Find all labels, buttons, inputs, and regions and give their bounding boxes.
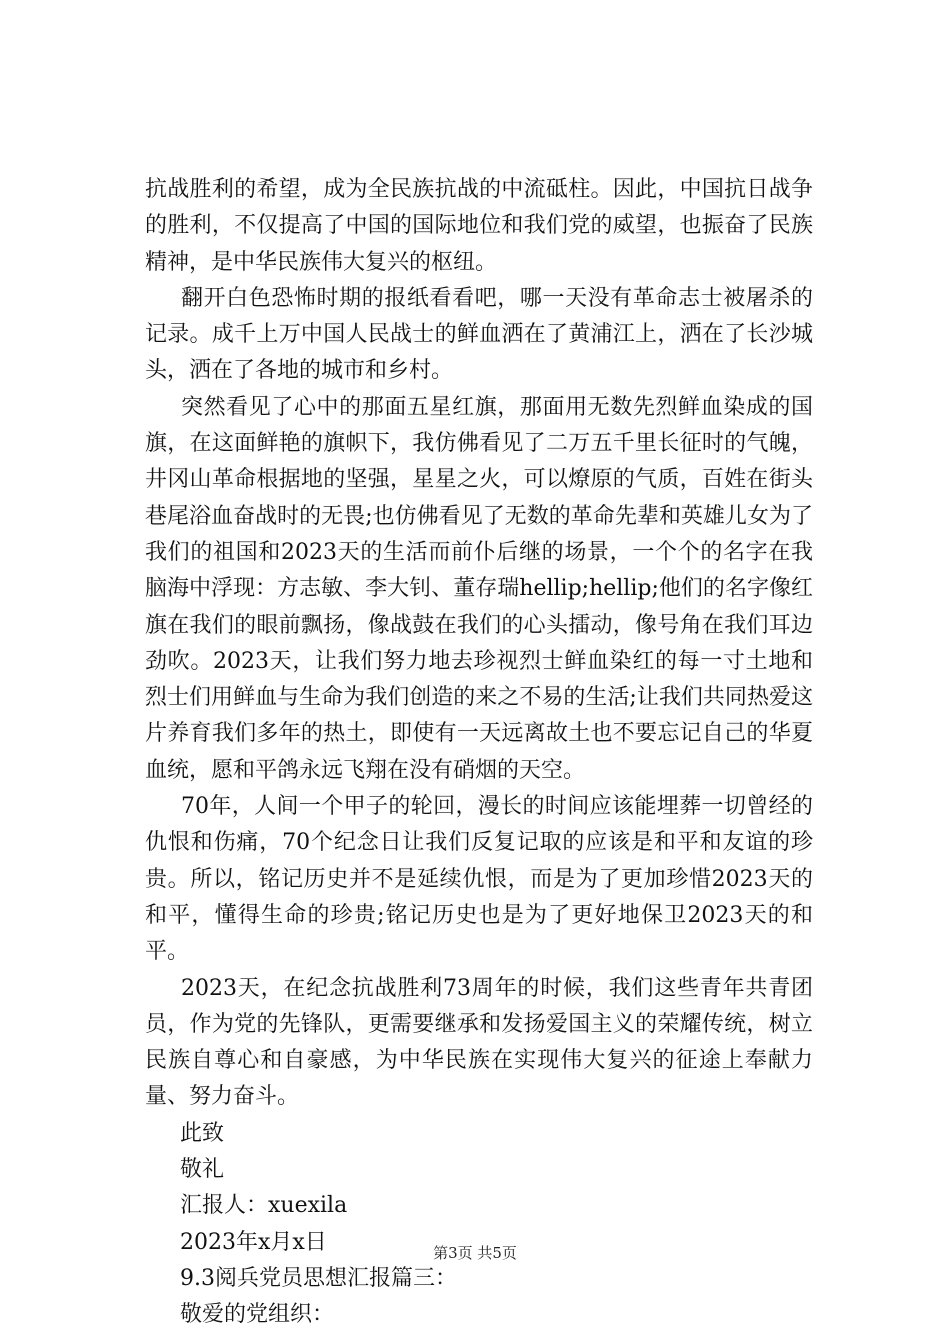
next-section-salutation: 敬爱的党组织： (180, 1302, 335, 1328)
closing-line: 此致 (180, 1120, 225, 1146)
document-body (145, 172, 813, 1334)
reporter-line: 汇报人：xuexila (180, 1193, 348, 1219)
paragraph-commemoration: 2023天，在纪念抗战胜利73周年的时候，我们这些青年共青团员，作为党的先锋队，更需要继承和发扬爱国主义的荣耀传统，树立民族自尊心和自豪感，为中华民族在实现伟大复兴的征途上奉献力量、努力奋斗。 (145, 975, 813, 1110)
paragraph-newspapers: 翻开白色恐怖时期的报纸看看吧，哪一天没有革命志士被屠杀的记录。成千上万中国人民战士的鲜血洒在了黄浦江上，洒在了长沙城头，洒在了各地的城市和乡村。 (145, 285, 813, 384)
next-section-title: 9.3阅兵党员思想汇报篇三： (180, 1265, 457, 1291)
paragraph-continuation: 抗战胜利的希望，成为全民族抗战的中流砥柱。因此，中国抗日战争的胜利，不仅提高了中国的国际地位和我们党的威望，也振奋了民族精神，是中华民族伟大复兴的枢纽。 (145, 177, 813, 275)
page-number-footer: 第3页 共5页 (433, 1244, 517, 1262)
paragraph-seventy-years: 70年，人间一个甲子的轮回，漫长的时间应该能埋葬一切曾经的仇恨和伤痛，70个纪念日让我们反复记取的应该是和平和友谊的珍贵。所以，铭记历史并不是延续仇恨，而是为了更加珍惜2023天的和平，懂得生命的珍贵;铭记历史也是为了更好地保卫2023天的和平。 (145, 794, 813, 965)
salute-line: 敬礼 (180, 1157, 225, 1183)
paragraph-red-flag: 突然看见了心中的那面五星红旗，那面用无数先烈鲜血染成的国旗，在这面鲜艳的旗帜下，我仿佛看见了二万五千里长征时的气魄，井冈山革命根据地的坚强，星星之火，可以燎原的气质，百姓在街头巷尾浴血奋战时的无畏;也仿佛看见了无数的革命先辈和英雄儿女为了我们的祖国和2023天的生活而前仆后继的场景，一个个的名字在我脑海中浮现：方志敏、李大钊、董存瑞hellip;hellip;他们的名字像红旗在我们的眼前飘扬，像战鼓在我们的心头擂动，像号角在我们耳边劲吹。2023天，让我们努力地去珍视烈士鲜血染红的每一寸土地和烈士们用鲜血与生命为我们创造的来之不易的生活;让我们共同热爱这片养育我们多年的热土，即使有一天远离故土也不要忘记自己的华夏血统，愿和平鸽永远飞翔在没有硝烟的天空。 (145, 394, 813, 783)
date-line: 2023年x月x日 (180, 1229, 327, 1255)
